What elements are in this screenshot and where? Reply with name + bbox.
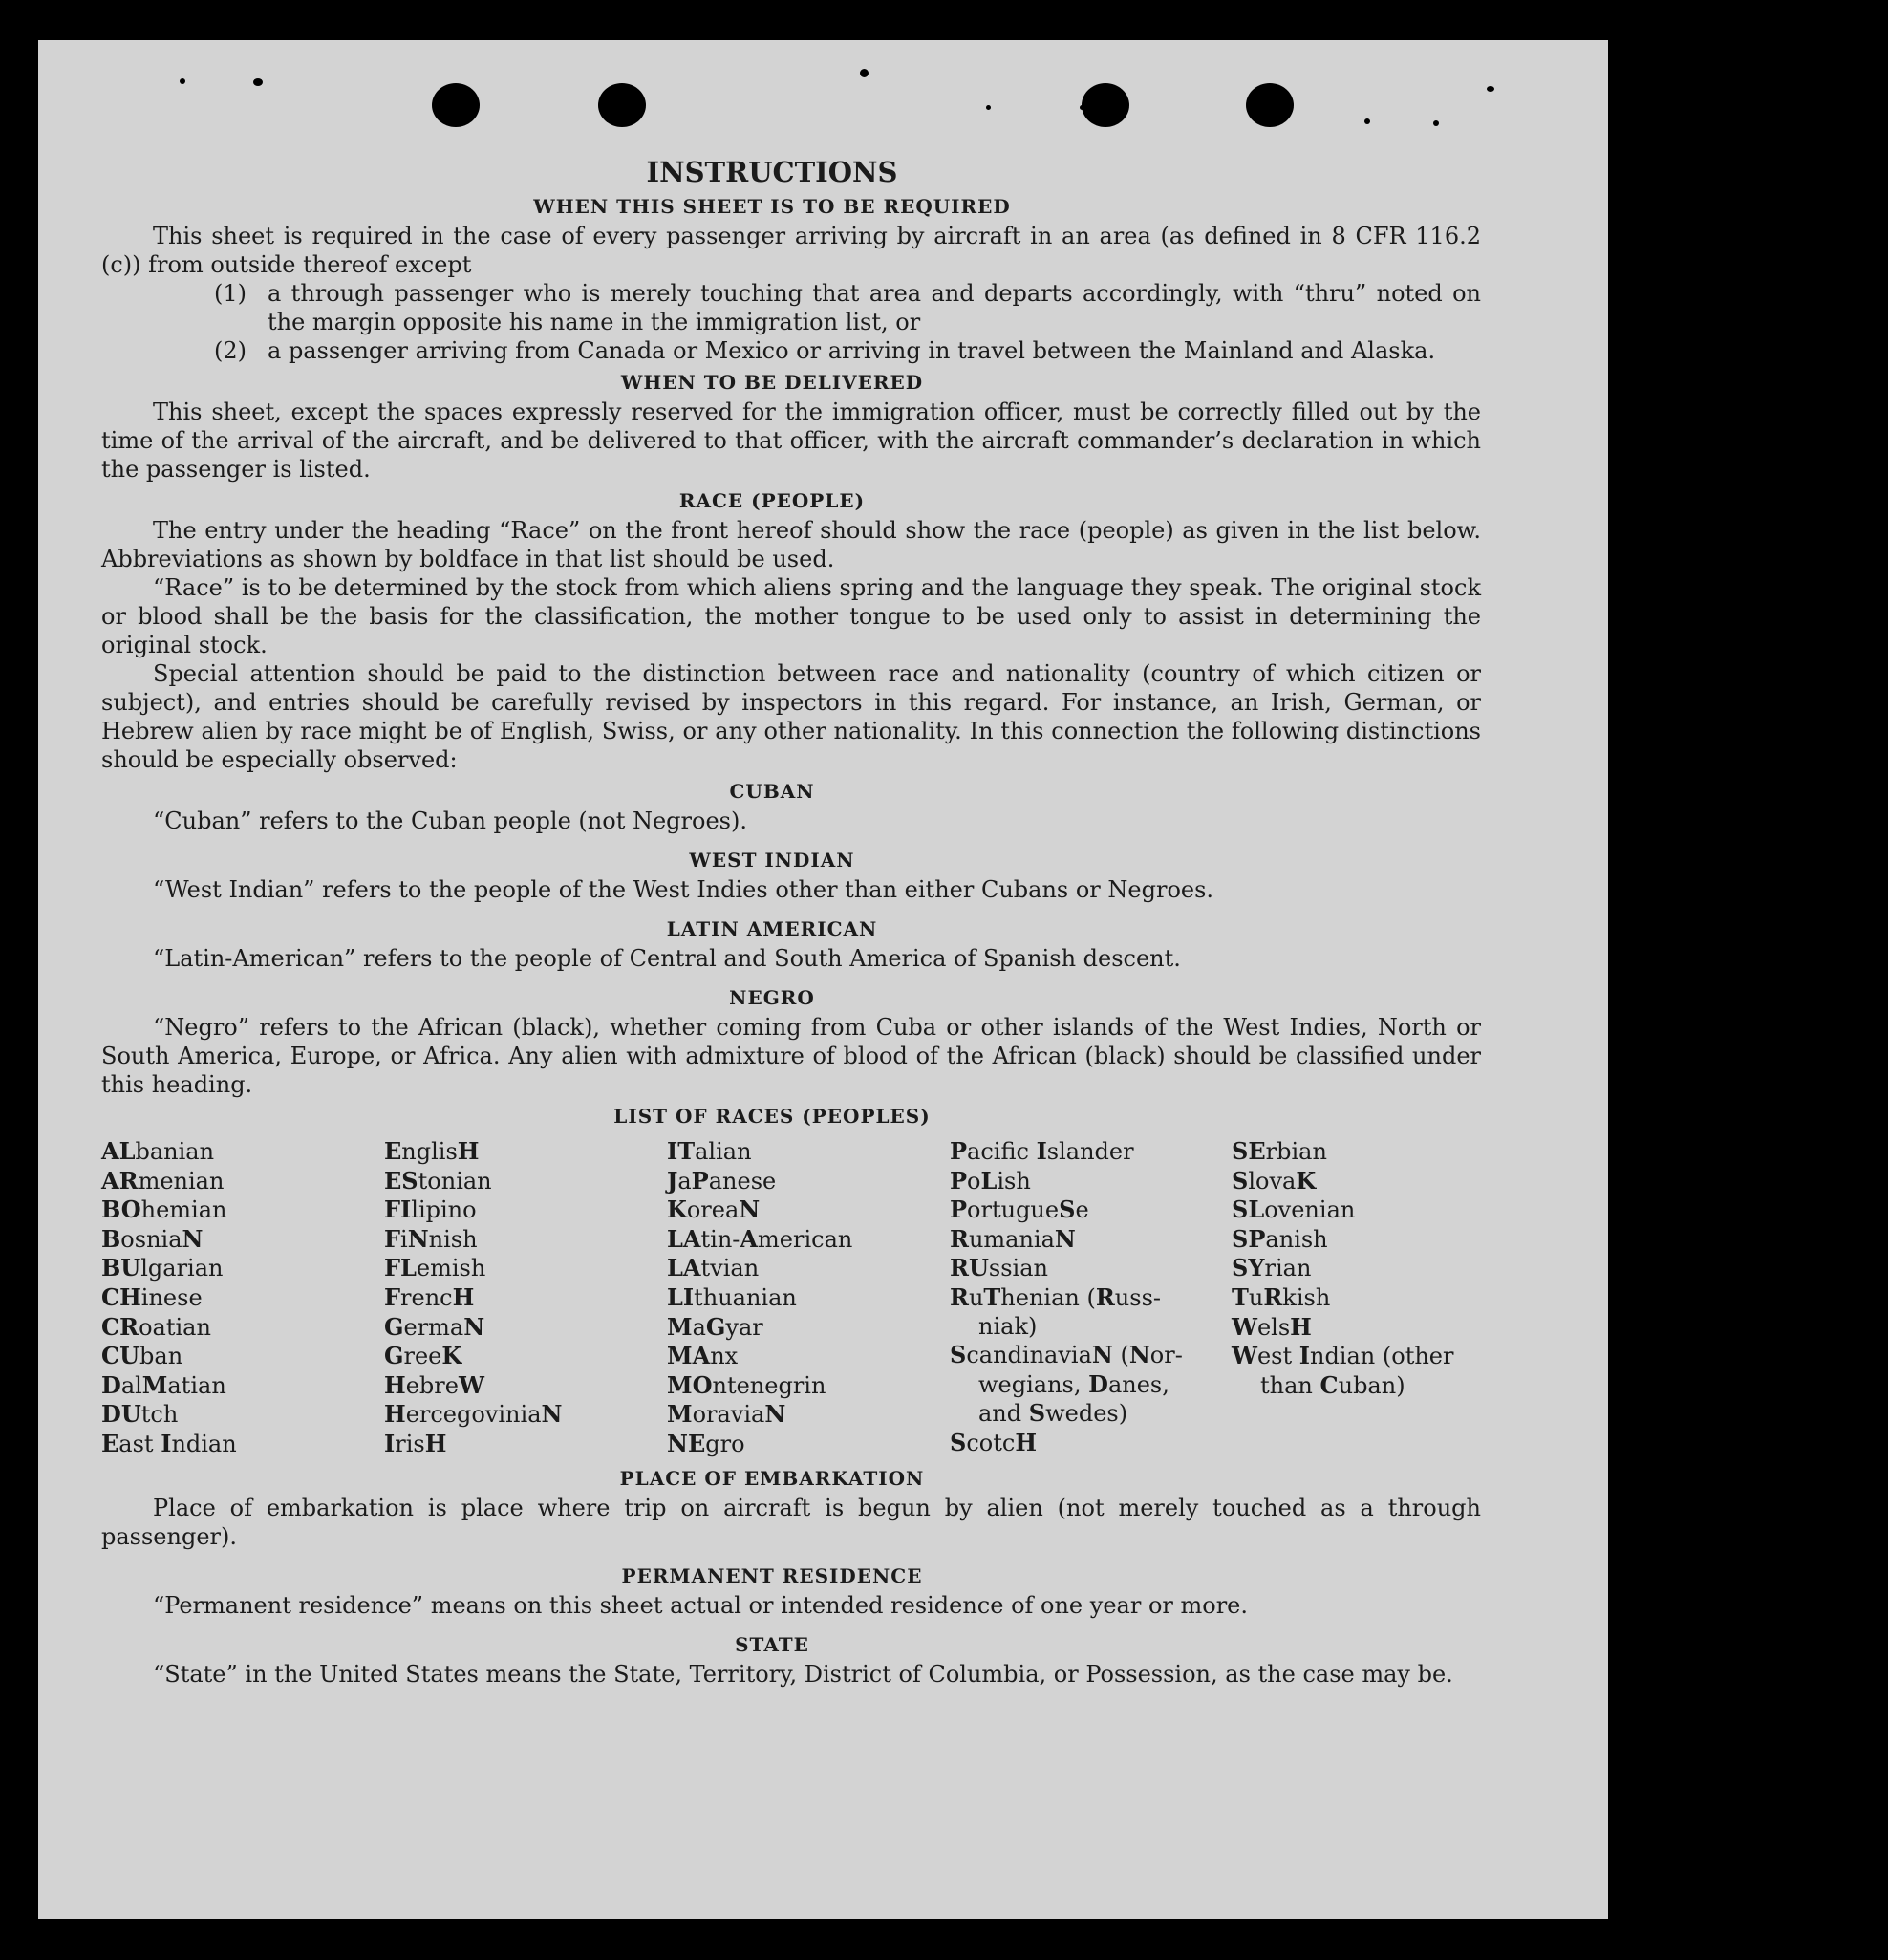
race-entry: SErbian [1232,1137,1327,1165]
race-entry: CHinese [101,1282,203,1311]
race-entry: DUtch [101,1400,179,1429]
race-entry-continued: than Cuban) [1260,1370,1405,1399]
section-heading-negro: NEGRO [729,986,815,1009]
races-column [101,1137,384,1459]
punch-hole [1082,83,1129,127]
race-entry: FrencH [384,1282,475,1311]
cuban-text: “Cuban” refers to the Cuban people (not Negroes). [153,808,747,834]
speck [1364,118,1370,124]
race-entry: ALbanian [101,1137,215,1165]
race-paragraph-2: “Race” is to be determined by the stock from which aliens spring and the language they speak. The original stock or blood shall be the basis for the classification, the mother tongue to be used only to assist in determining the original stock. [101,574,1481,658]
race-entry: MoraviaN [667,1400,786,1429]
race-entry-continued: and Swedes) [978,1399,1128,1428]
race-entry: FLemish [384,1254,486,1282]
embarkation-text: Place of embarkation is place where trip on aircraft is begun by alien (not merely touched as a through passenger). [101,1494,1481,1550]
race-entry: East Indian [101,1429,237,1457]
race-entry: RUssian [950,1254,1048,1282]
race-paragraph-3: Special attention should be paid to the distinction between race and nationality (country of which citizen or subject), and entries should be carefully revised by inspectors in this regard. For instance, an Irish, German, or Hebrew alien by race might be of English, Swiss, or any other nationality. In this connection the following distinctions should be especially observed: [101,660,1481,773]
race-entry: MOntenegrin [667,1370,826,1399]
list-item-number: (2) [214,337,247,364]
race-entry: BUlgarian [101,1254,224,1282]
race-entry: HebreW [384,1370,484,1399]
race-entry: GreeK [384,1342,462,1370]
state-text: “State” in the United States means the State, Territory, District of Columbia, or Possession, as the case may be. [153,1660,1453,1688]
race-entry: MAnx [667,1342,739,1370]
section-heading-state: STATE [735,1632,809,1656]
list-item-text: a through passenger who is merely touching that area and departs accordingly, with “thru” noted on the margin opposite his name in the immigration list, or [268,280,1481,335]
race-entry: EnglisH [384,1137,480,1165]
residence-text: “Permanent residence” means on this sheet actual or intended residence of one year or more. [153,1591,1248,1619]
race-entry: FiNnish [384,1224,478,1253]
section-heading-race: RACE (PEOPLE) [678,489,866,512]
punch-hole [598,83,646,127]
race-entry: SPanish [1232,1224,1328,1253]
race-entry: JaPanese [667,1166,777,1195]
section-heading-latin-american: LATIN AMERICAN [666,917,878,940]
race-entry: PortugueSe [950,1195,1089,1224]
races-column [1232,1137,1480,1459]
race-entry: RuThenian (Russ- [950,1282,1161,1311]
race-entry: LAtvian [667,1254,760,1282]
race-entry: BosniaN [101,1224,204,1253]
list-item-text: a passenger arriving from Canada or Mexico or arriving in travel between the Mainland and Alaska. [268,337,1436,364]
race-entry: West Indian (other [1232,1342,1454,1370]
speck [253,78,263,86]
race-entry: SlovaK [1232,1166,1317,1195]
speck [986,105,991,110]
speck [1487,86,1494,92]
races-column [384,1137,667,1459]
punch-hole [1246,83,1294,127]
speck [1080,105,1084,110]
page-title: INSTRUCTIONS [646,156,898,188]
race-entry: SYrian [1232,1254,1312,1282]
race-entry-continued: niak) [978,1312,1038,1340]
race-entry: BOhemian [101,1195,227,1224]
race-entry: KoreaN [667,1195,761,1224]
race-entry: RumaniaN [950,1224,1076,1253]
race-entry: CUban [101,1342,183,1370]
list-item-number: (1) [214,280,247,307]
list-item [214,279,1481,336]
section-heading-embarkation: PLACE OF EMBARKATION [619,1466,925,1490]
section-heading-west-indian: WEST INDIAN [689,849,855,872]
race-entry: ScandinaviaN (Nor- [950,1341,1183,1369]
race-entry: ARmenian [101,1166,225,1195]
section-heading-when-required: WHEN THIS SHEET IS TO BE REQUIRED [533,195,1011,218]
west-indian-text: “West Indian” refers to the people of the West Indies other than either Cubans or Negroes. [153,876,1214,903]
races-column [950,1137,1232,1459]
when-required-intro: This sheet is required in the case of every passenger arriving by aircraft in an area (as defined in 8 CFR 116.2 (c)) from outside thereof except [101,223,1481,278]
race-entry: LIthuanian [667,1282,797,1311]
race-entry: LAtin-American [667,1224,853,1253]
punch-hole [432,83,480,127]
instructions-content [101,155,1481,1689]
race-entry: IrisH [384,1429,447,1457]
races-list [101,1137,1481,1459]
speck [860,69,869,77]
race-entry: HercegoviniaN [384,1400,563,1429]
race-paragraph-1: The entry under the heading “Race” on the front hereof should show the race (people) as given in the list below. Abbreviations as shown by boldface in that list should be used. [101,517,1481,572]
race-entry: GermaN [384,1312,485,1341]
race-entry: SLovenian [1232,1195,1356,1224]
race-entry: CRoatian [101,1312,211,1341]
when-delivered-text: This sheet, except the spaces expressly reserved for the immigration officer, must be correctly filled out by the time of the arrival of the aircraft, and be delivered to that officer, with the aircraft commander’s declaration in which the passenger is listed. [101,398,1481,483]
race-entry: PoLish [950,1166,1031,1195]
section-heading-list-of-races: LIST OF RACES (PEOPLES) [613,1105,931,1128]
document-sheet [38,40,1608,1919]
section-heading-cuban: CUBAN [729,780,815,803]
speck [180,78,185,84]
race-entry: MaGyar [667,1312,763,1341]
race-entry: WelsH [1232,1312,1312,1341]
speck [1433,120,1439,126]
race-entry: FIlipino [384,1195,477,1224]
race-entry: ScotcH [950,1428,1038,1456]
list-item [214,336,1481,365]
section-heading-when-delivered: WHEN TO BE DELIVERED [620,371,924,394]
race-entry: NEgro [667,1429,745,1457]
race-entry: Pacific Islander [950,1137,1134,1165]
race-entry: EStonian [384,1166,492,1195]
latin-american-text: “Latin-American” refers to the people of Central and South America of Spanish descent. [153,945,1181,972]
negro-text: “Negro” refers to the African (black), whether coming from Cuba or other islands of the West Indies, North or South America, Europe, or Africa. Any alien with admixture of blood of the African (black) should be classified under this heading. [101,1014,1481,1098]
race-entry: TuRkish [1232,1282,1331,1311]
race-entry: ITalian [667,1137,752,1165]
race-entry: DalMatian [101,1370,226,1399]
section-heading-residence: PERMANENT RESIDENCE [621,1563,923,1587]
races-column [667,1137,950,1459]
race-entry-continued: wegians, Danes, [978,1369,1169,1398]
